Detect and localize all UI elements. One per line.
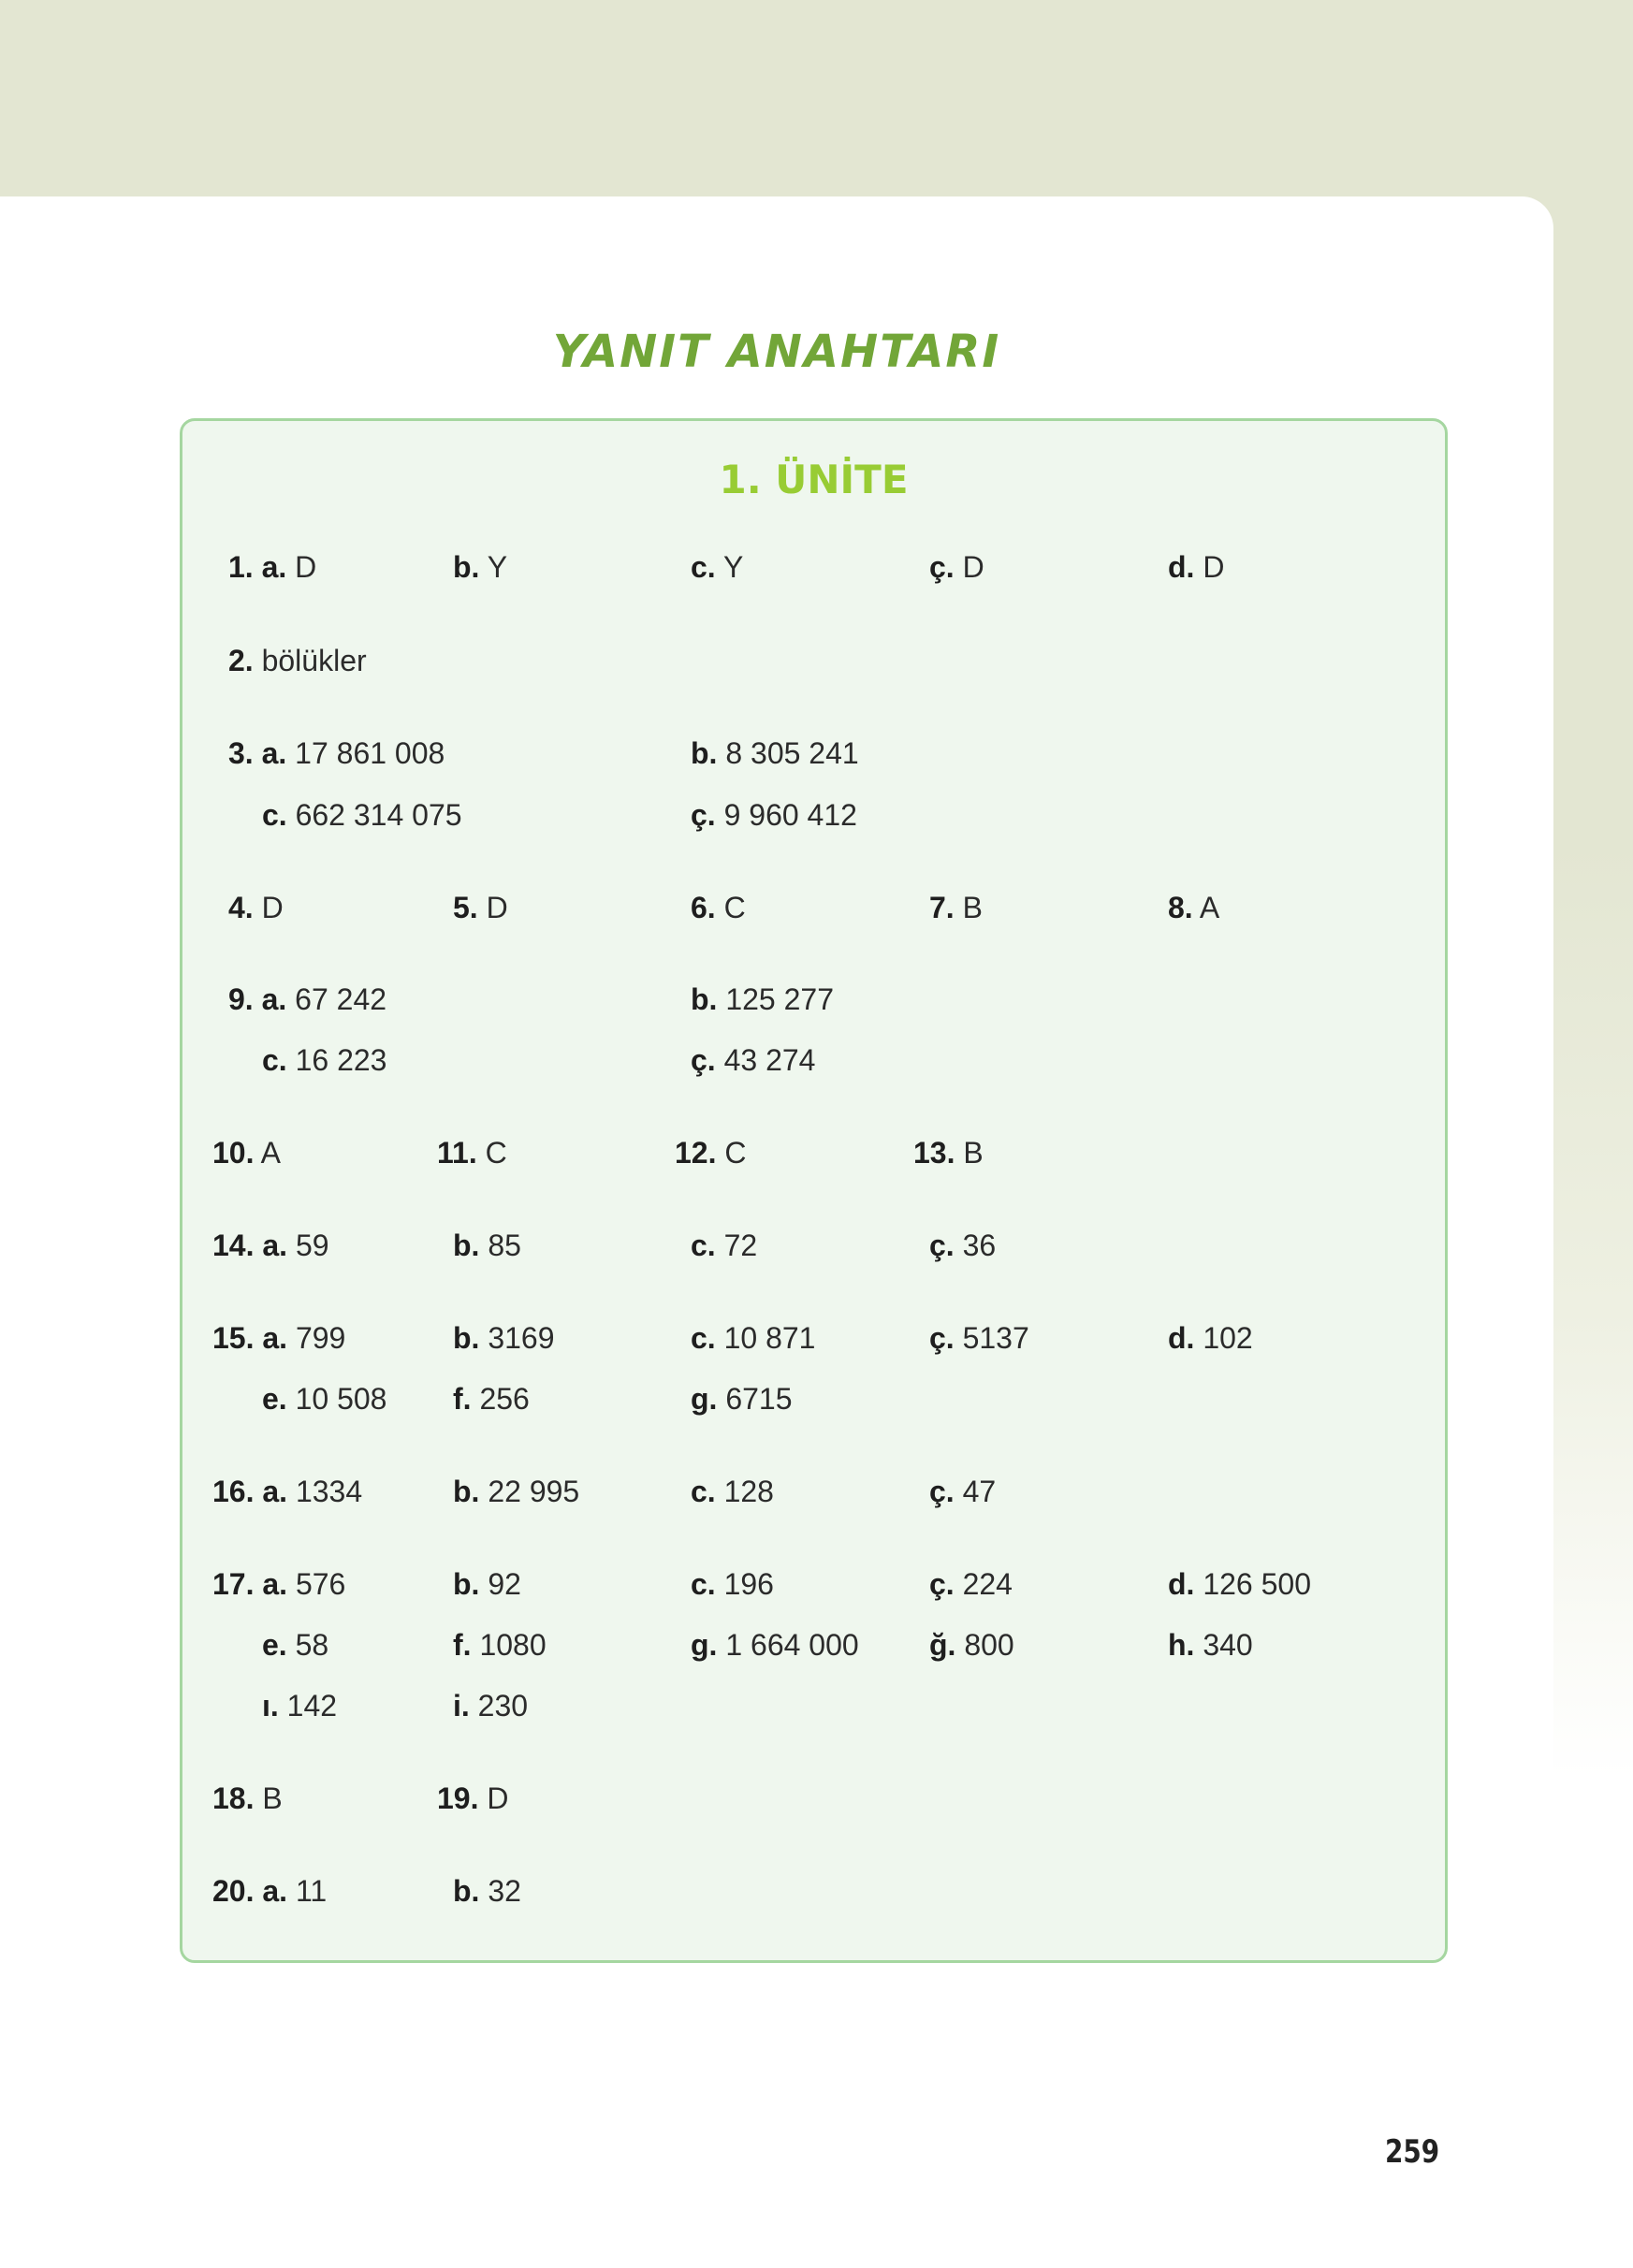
answer-item: d. 126 500 [1168,1567,1311,1601]
answer-item: ç. 43 274 [691,1043,816,1077]
answer-item: b. 3169 [453,1321,555,1355]
answer-item: e. 10 508 [262,1382,387,1416]
answer-item: b. Y [453,550,508,584]
answer-item: ı. 142 [262,1689,338,1723]
page-number: 259 [1385,2133,1440,2171]
answer-item: c. 10 871 [691,1321,816,1355]
answer-item: 8. A [1168,891,1220,924]
answer-item: ğ. 800 [929,1628,1014,1662]
answer-item: d. 102 [1168,1321,1253,1355]
answer-item: 15. a. 799 [212,1321,346,1355]
answer-item: ç. 36 [929,1228,997,1262]
answer-item: h. 340 [1168,1628,1253,1662]
answer-item: 11. C [437,1136,507,1170]
answer-item: c. 662 314 075 [262,798,462,832]
answer-item: b. 22 995 [453,1475,580,1508]
answer-item: b. 92 [453,1567,521,1601]
answer-item: e. 58 [262,1628,329,1662]
answer-item: d. D [1168,550,1225,584]
answer-item: ç. 47 [929,1475,997,1508]
answer-item: 5. D [453,891,508,924]
answer-item: 14. a. 59 [212,1228,329,1262]
answer-item: 20. a. 11 [212,1874,328,1908]
answer-item: c. 196 [691,1567,774,1601]
answer-item: 19. D [437,1781,509,1815]
answer-item: ç. D [929,550,984,584]
answer-item: b. 8 305 241 [691,736,859,770]
answer-item: 18. B [212,1781,283,1815]
answer-item: 6. C [691,891,746,924]
answer-item: ç. 5137 [929,1321,1029,1355]
answer-item: f. 1080 [453,1628,547,1662]
answer-item: 7. B [929,891,983,924]
answer-item: c. 72 [691,1228,758,1262]
answer-item: f. 256 [453,1382,530,1416]
page-sheet [0,196,1553,2268]
answer-item: 3. a. 17 861 008 [228,736,445,770]
answer-item: c. 16 223 [262,1043,387,1077]
answer-item: 16. a. 1334 [212,1475,363,1508]
answer-item: g. 6715 [691,1382,793,1416]
answer-item: ç. 9 960 412 [691,798,857,832]
answer-item: 2. bölükler [228,644,367,677]
answer-item: b. 85 [453,1228,521,1262]
answer-item: b. 125 277 [691,982,834,1016]
answer-item: 1. a. D [228,550,317,584]
page-title: YANIT ANAHTARI [552,326,1001,378]
answer-item: 13. B [913,1136,984,1170]
answer-item: 9. a. 67 242 [228,982,387,1016]
answer-key-panel [180,418,1448,1963]
answer-item: ç. 224 [929,1567,1013,1601]
answer-item: b. 32 [453,1874,521,1908]
answer-item: 17. a. 576 [212,1567,346,1601]
answer-item: 4. D [228,891,284,924]
answer-item: i. 230 [453,1689,529,1723]
answer-item: g. 1 664 000 [691,1628,859,1662]
answer-item: 12. C [675,1136,747,1170]
answer-item: 10. A [212,1136,281,1170]
answer-item: c. Y [691,550,744,584]
answer-item: c. 128 [691,1475,774,1508]
unit-title: 1. ÜNİTE [719,457,909,502]
